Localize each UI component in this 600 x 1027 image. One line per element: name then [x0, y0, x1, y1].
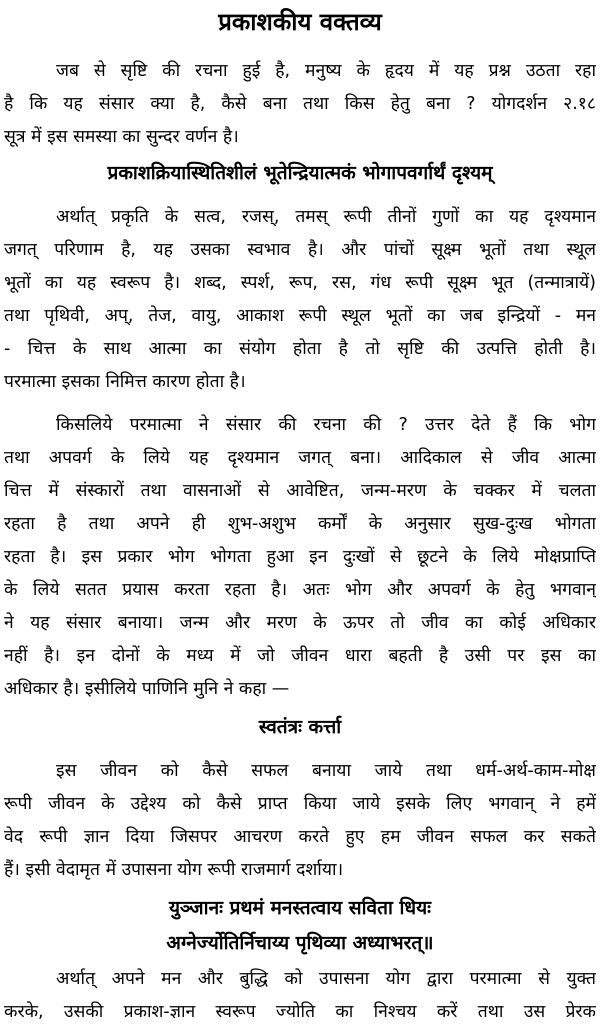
text-line: परमात्मा इसका निमित्त कारण होता है।: [4, 372, 246, 392]
text-line: तथा पृथिवी, अप्, तेज, वायु, आकाश रूपी स्थूल भूतों का जब इन्द्रियों - मन: [4, 306, 596, 326]
text-line: भूतों का यह स्वरूप है। शब्द, स्पर्श, रूप, रस, गंध रूपी सूक्ष्म भूत (तन्मात्रायें): [4, 273, 596, 293]
text-line: ने यह संसार बनाया। जन्म और मरण के ऊपर तो जीव का कोई अधिकार: [4, 613, 596, 633]
text-line: अर्थात् प्रकृति के सत्व, रजस्, तमस् रूपी तीनों गुणों का यह दृश्यमान: [56, 207, 596, 227]
text-line: - चित्त के साथ आत्मा का संयोग होता है तो सृष्टि की उत्पत्ति होती है।: [4, 339, 596, 359]
sutra-heading: स्वतंत्रः कर्त्ता: [258, 716, 342, 738]
text-line: इस जीवन को कैसे सफल बनाया जाये तथा धर्म-अर्थ-काम-मोक्ष: [56, 761, 596, 781]
text-line: है कि यह संसार क्या है, कैसे बना तथा किस हेतु बना ? योगदर्शन २.१८: [4, 94, 596, 114]
text-line: के लिये सतत प्रयास करता रहता है। अतः भोग और अपवर्ग के हेतु भगवान्: [4, 580, 596, 600]
mantra-line: युञ्जानः प्रथमं मनस्तत्वाय सविता धियः: [169, 897, 431, 919]
text-line: अधिकार है। इसीलिये पाणिनि मुनि ने कहा —: [4, 679, 290, 699]
text-line: तथा अपवर्ग के लिये यह दृश्यमान जगत् बना। आदिकाल से जीव आत्मा: [4, 448, 596, 468]
text-line: करके, उसकी प्रकाश-ज्ञान स्वरूप ज्योति का निश्चय करें तथा उस प्रेरक: [4, 1002, 596, 1022]
text-line: चित्त में संस्कारों तथा वासनाओं से आवेष्टित, जन्म-मरण के चक्कर में चलता: [4, 481, 596, 501]
page-title: प्रकाशकीय वक्तव्य: [218, 8, 382, 36]
mantra-line: अग्नेर्ज्योतिर्निचाय्य पृथिव्या अध्याभरत्॥: [166, 932, 434, 954]
text-line: रहता है। इस प्रकार भोग भोगता हुआ इन दुःखों से छूटने के लिये मोक्षप्राप्ति: [4, 547, 596, 567]
text-line: जगत् परिणाम है, यह उसका स्वभाव है। और पांचों सूक्ष्म भूतों तथा स्थूल: [4, 240, 596, 260]
text-line: वेद रूपी ज्ञान दिया जिसपर आचरण करते हुए हम जीवन सफल कर सकते: [4, 827, 596, 847]
text-line: नहीं है। इन दोनों के मध्य में जो जीवन धारा बहती है उसी पर इस का: [4, 646, 596, 666]
text-line: जब से सृष्टि की रचना हुई है, मनुष्य के हृदय में यह प्रश्न उठता रहा: [56, 61, 596, 81]
text-line: सूत्र में इस समस्या का सुन्दर वर्णन है।: [4, 127, 239, 147]
text-line: रहता है तथा अपने ही शुभ-अशुभ कर्मों के अनुसार सुख-दुःख भोगता: [4, 514, 596, 534]
sutra-heading: प्रकाशक्रियास्थितिशीलं भूतेन्द्रियात्मकं भोगापवर्गार्थं दृश्यम्: [107, 162, 493, 184]
text-line: रूपी जीवन के उद्देश्य को कैसे प्राप्त किया जाये इसके लिए भगवान् ने हमें: [4, 794, 596, 814]
text-line: हैं। इसी वेदामृत में उपासना योग रूपी राजमार्ग दर्शाया।: [4, 860, 344, 880]
text-line: अर्थात् अपने मन और बुद्धि को उपासना योग द्वारा परमात्मा से युक्त: [56, 969, 596, 989]
text-line: किसलिये परमात्मा ने संसार की रचना की ? उत्तर देते हैं कि भोग: [56, 415, 596, 435]
